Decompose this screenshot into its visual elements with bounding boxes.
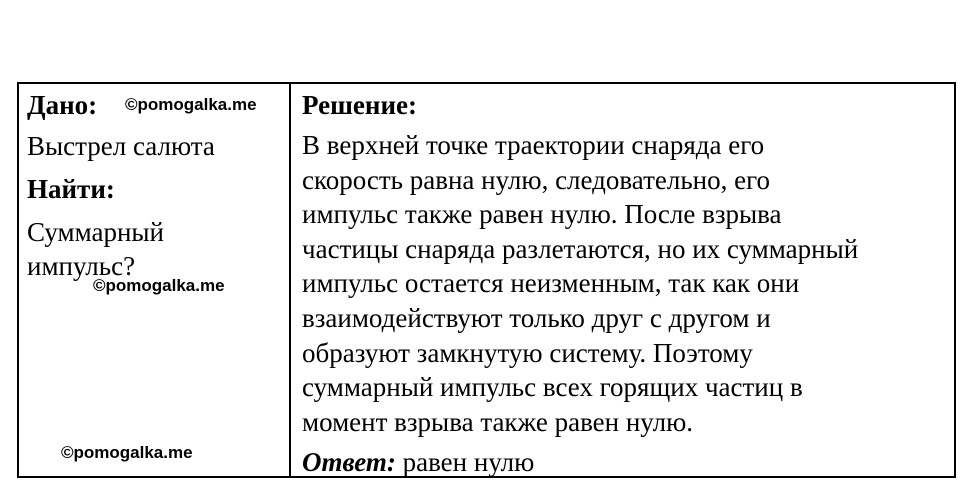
solution-line: образуют замкнутую систему. Поэтому: [302, 337, 753, 368]
solution-line: скорость равна нулю, следовательно, его: [302, 164, 770, 195]
watermark-top: ©pomogalka.me: [125, 95, 257, 114]
solution-line: суммарный импульс всех горящих частиц в: [302, 372, 803, 403]
solution-heading: Решение:: [302, 90, 417, 120]
solution-line: импульс остается неизменным, так как они: [302, 268, 800, 299]
given-column: [19, 84, 291, 476]
answer-value: равен нулю: [402, 447, 535, 477]
watermark-middle: ©pomogalka.me: [93, 276, 225, 295]
watermark-bottom: ©pomogalka.me: [61, 443, 193, 462]
solution-line: момент взрыва также равен нулю.: [302, 406, 693, 437]
solution-body: [302, 128, 858, 439]
find-heading: Найти:: [27, 174, 115, 204]
find-text-line2: импульс?: [27, 251, 136, 281]
answer-line: [302, 445, 534, 479]
given-heading: Дано:: [27, 90, 98, 120]
solution-line: частицы снаряда разлетаются, но их суммарный: [302, 233, 859, 264]
answer-label: Ответ:: [302, 447, 396, 477]
find-text-line1: Суммарный: [27, 217, 164, 247]
solution-line: В верхней точке траектории снаряда его: [302, 130, 765, 160]
solution-column: [291, 84, 954, 476]
given-text: Выстрел салюта: [27, 131, 215, 161]
solution-line: импульс также равен нулю. После взрыва: [302, 199, 782, 230]
solution-table: [17, 82, 956, 478]
solution-line: взаимодействуют только друг с другом и: [302, 302, 771, 333]
